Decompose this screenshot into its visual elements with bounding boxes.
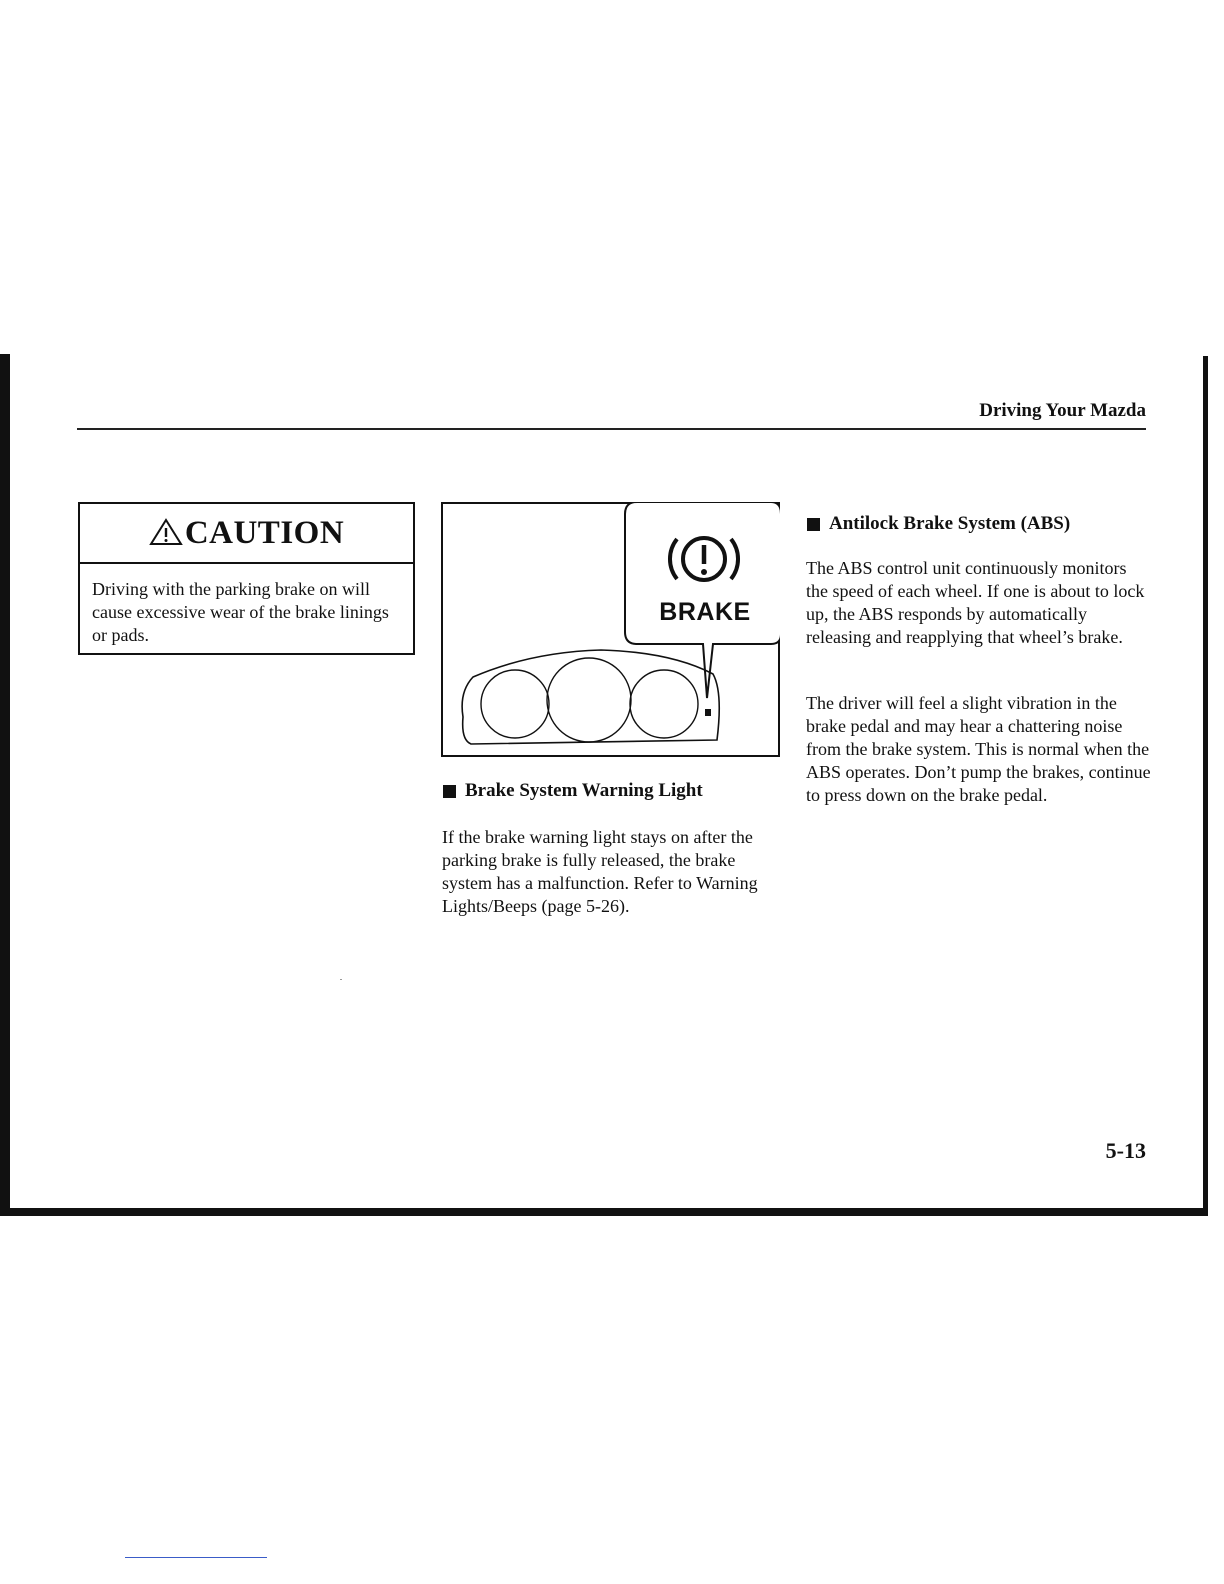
brake-warning-heading — [443, 780, 703, 802]
page-border-right — [1203, 356, 1208, 1216]
section-header-title: Driving Your Mazda — [979, 400, 1146, 421]
page-border-left — [0, 354, 10, 1216]
page-number: 5-13 — [1105, 1138, 1146, 1163]
bullet-square-icon — [807, 518, 820, 531]
scan-speck — [340, 979, 342, 980]
abs-paragraph-2: The driver will feel a slight vibration in the brake pedal and may hear a chattering noise from the brake system. This is normal when the ABS operates. Don’t pump the brakes, continue to press down on the brake pedal. — [806, 693, 1151, 805]
bullet-square-icon — [443, 785, 456, 798]
instrument-cluster-illustration — [441, 502, 780, 757]
page-border-bottom — [0, 1208, 1208, 1216]
brake-warning-text: If the brake warning light stays on after the parking brake is fully released, the brake system has a malfunction. Refer to Warning Lights/Beeps (page 5-26). — [442, 827, 758, 916]
caution-text: Driving with the parking brake on will cause excessive wear of the brake linings or pads. — [92, 579, 389, 645]
caution-title: CAUTION — [184, 514, 345, 551]
header-rule — [77, 428, 1146, 430]
abs-paragraph-1: The ABS control unit continuously monitors the speed of each wheel. If one is about to lock up, the ABS responds by automatically releasing and reapplying that wheel’s brake. — [806, 558, 1145, 647]
brake-label: BRAKE — [659, 598, 751, 626]
caution-header — [80, 504, 413, 564]
instrument-cluster-drawing — [441, 502, 780, 757]
abs-heading — [807, 513, 1070, 535]
brake-warning-heading-text: Brake System Warning Light — [465, 780, 703, 801]
footer-underline — [125, 1557, 267, 1558]
abs-heading-text: Antilock Brake System (ABS) — [829, 513, 1071, 534]
caution-box — [78, 502, 415, 655]
warning-triangle-icon — [149, 518, 183, 546]
